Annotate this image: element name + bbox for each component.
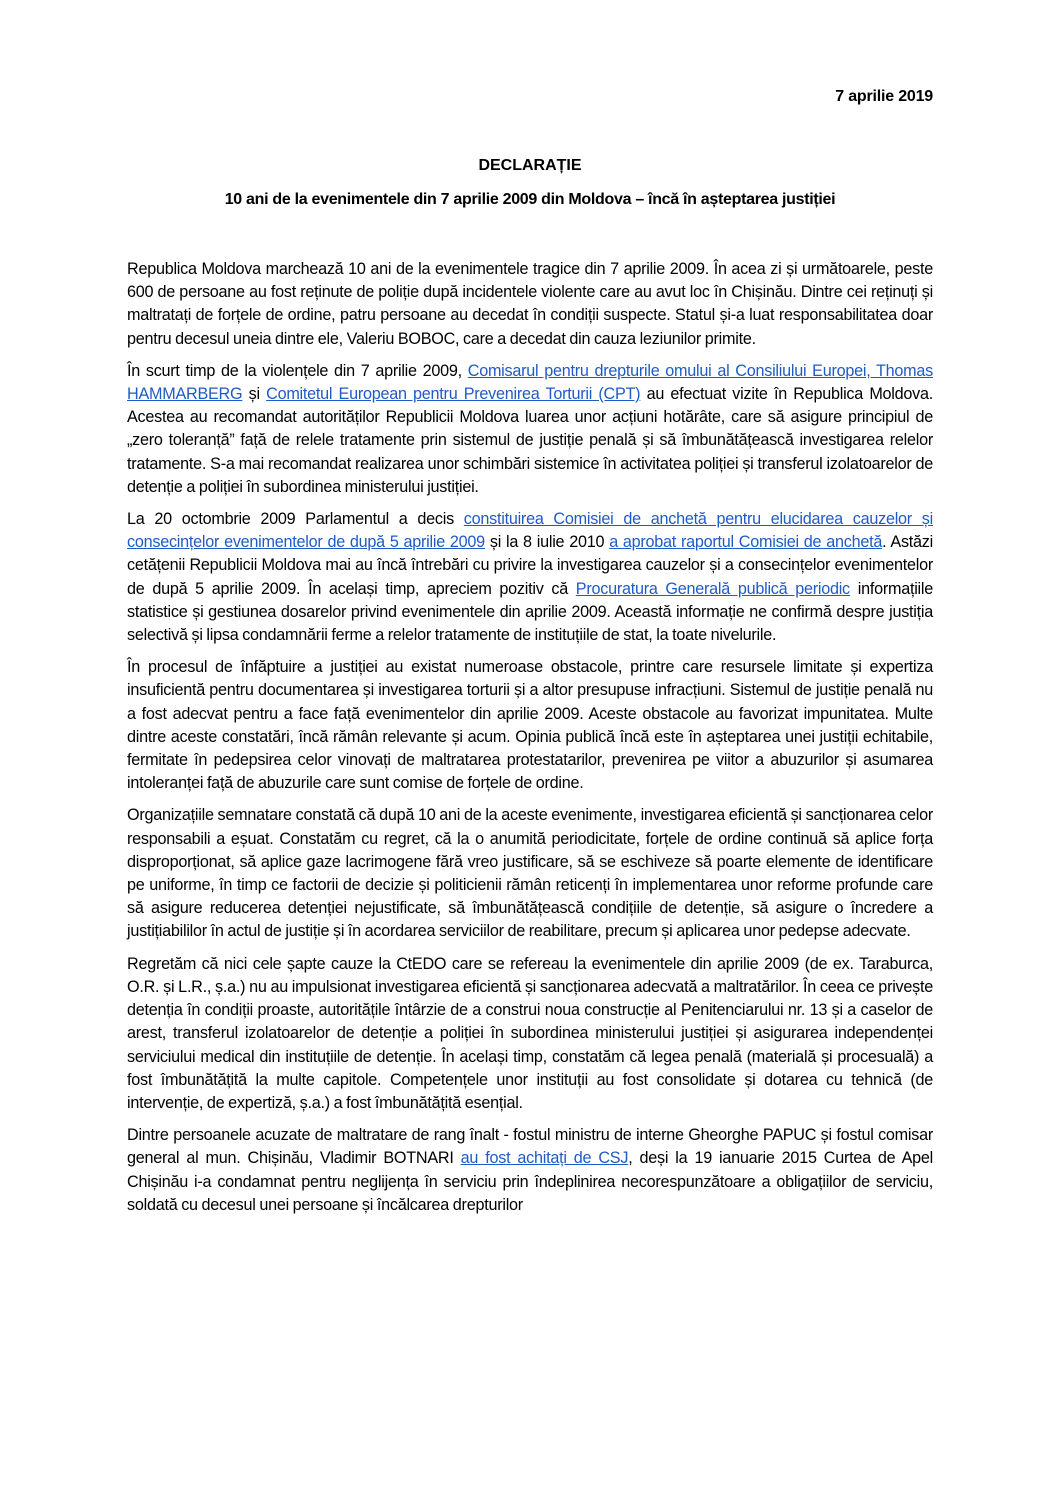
link-prosecutor-general[interactable]: Procuratura Generală publică periodic (575, 579, 850, 598)
paragraph-2-text-2: și (242, 385, 267, 404)
paragraph-2 (127, 360, 933, 499)
paragraph-3-text-3: . Astăzi cetățenii Republicii Moldova mai au încă întrebări cu privire la investigarea cauzelor și a consecințelor evenimentelor de după 5 aprilie 2009. În același timp, apreciem pozitiv că (127, 533, 934, 598)
document-title: DECLARAȚIE (478, 157, 582, 174)
paragraph-7 (127, 1124, 933, 1217)
document-subtitle: 10 ani de la evenimentele din 7 aprilie 2009 din Moldova – încă în așteptarea justiției (224, 191, 836, 208)
paragraph-3 (127, 508, 933, 647)
paragraph-5 (127, 804, 933, 943)
paragraph-3-text-4: informațiile statistice și gestiunea dosarelor privind evenimentele din aprilie 2009. Această informație ne confirmă despre justiția selectivă și lipsa condamnării ferme a relelor tratamente de instituțiile de stat, la toate nivelurile. (127, 579, 933, 645)
link-cpt[interactable]: Comitetul European pentru Prevenirea Torturii (CPT) (266, 385, 641, 404)
paragraph-5-text: Organizațiile semnatare constată că după 10 ani de la aceste evenimente, investigarea eficientă și sancționarea celor responsabili a eșuat. Constatăm cu regret, că la o anumită periodicitate, forțele de ordine continuă să aplice forța disproporționat, să aplice gaze lacrimogene fără vreo justificare, să se eschiveze să poarte elemente de identificare pe uniforme, în timp ce factorii de decizie și politicienii rămân reticenți în implementarea unor reforme profunde care să asigure reducerea detenției nejustificate, să îmbunătățească condițiile de detenție, să asigure o încredere a justițiabililor în actul de justiție și în acordarea serviciilor de reabilitare, precum și aplicarea unor pedepse adecvate. (127, 806, 933, 941)
paragraph-2-text-1: În scurt timp de la violențele din 7 aprilie 2009, (127, 361, 468, 380)
paragraph-3-text-1: La 20 octombrie 2009 Parlamentul a decis (127, 510, 464, 529)
paragraph-1 (127, 258, 933, 351)
paragraph-6 (127, 953, 933, 1115)
document-body (127, 258, 933, 1226)
document-date: 7 aprilie 2019 (835, 88, 933, 105)
paragraph-7-text-1: Dintre persoanele acuzate de maltratare de rang înalt - fostul ministru de interne Gheorghe PAPUC și fostul comisar general al mun. Chișinău, Vladimir BOTNARI (127, 1126, 933, 1168)
paragraph-4-text: În procesul de înfăptuire a justiției au existat numeroase obstacole, printre care resursele limitate și expertiza insuficientă pentru documentarea și investigarea torturii și a altor presupuse infracțiuni. Sistemul de justiție penală nu a fost adecvat pentru a face față evenimentelor din aprilie 2009. Aceste obstacole au favorizat impunitatea. Multe dintre aceste constatări, încă rămân relevante și acum. Opinia publică încă este în așteptarea unei justiții echitabile, fermitate în pedepsirea celor vinovați de maltratarea protestatarilor, prevenirea pe viitor a abuzurilor și asumarea intoleranței față de abuzurile care sunt comise de forțele de ordine. (127, 658, 933, 793)
link-commission-report[interactable]: a aprobat raportul Comisiei de anchetă (609, 533, 883, 552)
paragraph-1-text: Republica Moldova marchează 10 ani de la evenimentele tragice din 7 aprilie 2009. În acea zi și următoarele, peste 600 de persoane au fost reținute de poliție după incidentele violente care au avut loc în Chișinău. Dintre cei reținuți și maltratați de forțele de ordine, patru persoane au decedat în condiții suspecte. Statul și-a luat responsabilitatea doar pentru decesul uneia dintre ele, Valeriu BOBOC, care a decedat din cauza leziunilor primite. (127, 260, 933, 348)
link-acquitted-csj[interactable]: au fost achitați de CSJ (460, 1149, 629, 1168)
paragraph-7-text-2: , deși la 19 ianuarie 2015 Curtea de Apel Chișinău i-a condamnat pentru neglijența în serviciu prin îndeplinirea necorespunzătoare a obligațiilor de serviciu, soldată cu decesul unei persoane și încălcarea drepturilor (127, 1149, 934, 1214)
paragraph-6-text: Regretăm că nici cele șapte cauze la CtEDO care se refereau la evenimentele din aprilie 2009 (de ex. Taraburca, O.R. și L.R., ș.a.) nu au impulsionat investigarea eficientă și sancționarea adecvată a maltratărilor. În ceea ce privește detenția în condiții proaste, autoritățile întârzie de a construi noua construcție al Penitenciarului nr. 13 și a caselor de arest, transferul izolatoarelor de detenție a poliției în subordinea ministerului justiției și asigurarea independenței serviciului medical din instituțiile de detenție. În același timp, constatăm că legea penală (materială și procesuală) a fost îmbunătățită la multe capitole. Competențele unor instituții au fost consolidate și dotarea cu tehnică (de intervenție, de expertiză, ș.a.) a fost îmbunătățită esențial. (127, 954, 933, 1112)
link-inquiry-commission[interactable]: constituirea Comisiei de anchetă pentru elucidarea cauzelor și consecințelor evenimentelor de după 5 aprilie 2009 (127, 510, 933, 552)
paragraph-3-text-2: și la 8 iulie 2010 (484, 533, 610, 552)
link-commissioner-human-rights[interactable]: Comisarul pentru drepturile omului al Consiliului Europei, Thomas HAMMARBERG (127, 361, 933, 404)
paragraph-4 (127, 656, 933, 795)
paragraph-2-text-3: au efectuat vizite în Republica Moldova. Acestea au recomandat autorităților Republicii Moldova luarea unor acțiuni hotărâte, care să asigure principiul de „zero toleranță” față de relele tratamente prin sistemul de justiție penală și să îmbunătățească investigarea relelor tratamente. S-a mai recomandat realizarea unor schimbări sistemice în activitatea poliției și transferul izolatoarelor de detenție a poliției în subordinea ministerului justiției. (127, 385, 934, 496)
